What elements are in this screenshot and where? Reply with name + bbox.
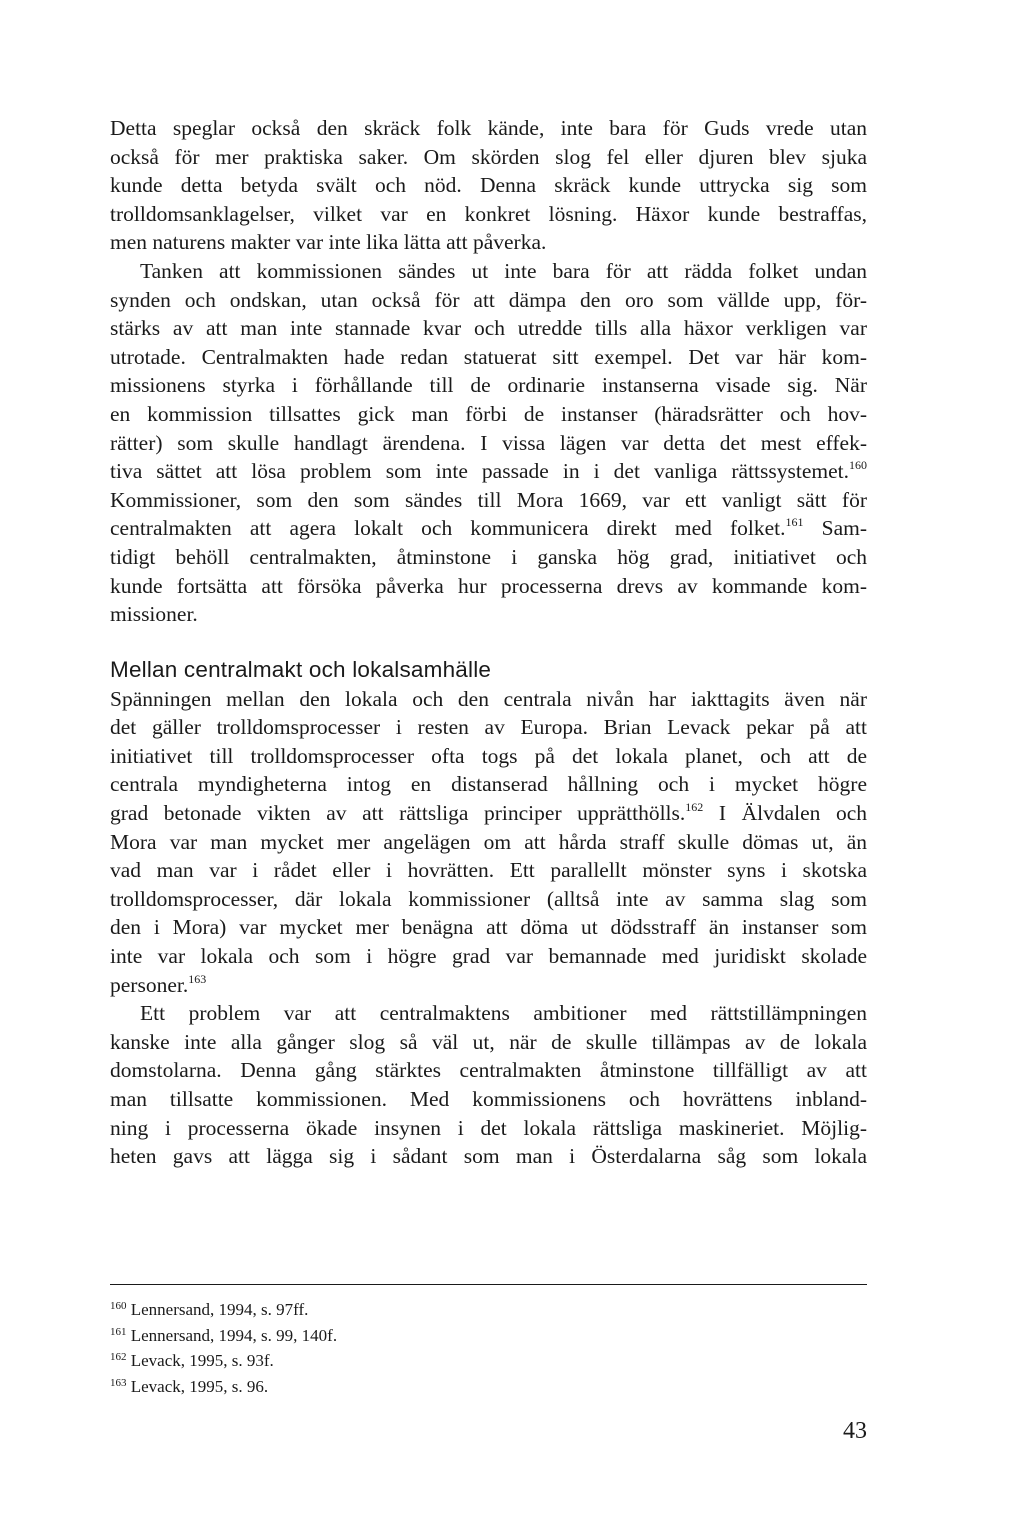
footnote-item [110, 1374, 337, 1400]
text-segment: personer. [110, 972, 189, 997]
text-line: utrotade. Centralmakten hade redan statuerat sitt exempel. Det var här kom- [110, 344, 867, 369]
text-line: vad man var i rådet eller i hovrätten. Ett parallellt mönster syns i skotska [110, 858, 867, 883]
page-body [110, 114, 867, 1171]
text-segment: grad betonade vikten av att rättsliga principer upprätthölls. [110, 801, 686, 826]
text-line: domstolarna. Denna gång stärktes centralmakten åtminstone tillfälligt av att [110, 1058, 867, 1083]
footnote-number: 163 [110, 1376, 127, 1389]
text-line: inte var lokala och som i högre grad var bemannade med juridiskt skolade [110, 944, 867, 969]
footnote-number: 160 [110, 1300, 127, 1312]
text-line: kunde fortsätta att försöka påverka hur processerna drevs av kommande kom- [110, 573, 867, 598]
text-line: Mora var man mycket mer angelägen om att hårda straff skulle dömas ut, än [110, 829, 867, 854]
footnote-item [110, 1323, 337, 1349]
paragraph-2 [110, 257, 867, 629]
footnote-text: Lennersand, 1994, s. 97ff. [130, 1300, 309, 1319]
paragraph-1 [110, 114, 867, 257]
text-line: Detta speglar också den skräck folk kände, inte bara för Guds vrede utan [110, 116, 867, 140]
text-segment: centralmakten att agera lokalt och kommunicera direkt med folket. [110, 516, 786, 541]
page-number: 43 [843, 1418, 867, 1444]
text-line: synden och ondskan, utan också för att dämpa den oro som vällde upp, för- [110, 287, 867, 312]
text-line: kanske inte alla gånger slog så väl ut, när de skulle tillämpas av de lokala [110, 1029, 867, 1054]
section-heading: Mellan centralmakt och lokalsamhälle [110, 656, 492, 682]
text-line: missioner. [110, 602, 198, 627]
text-line: centrala myndigheterna intog en distanserad hållning och i mycket högre [110, 772, 867, 797]
paragraph-3 [110, 685, 867, 1000]
text-line [110, 457, 867, 486]
paragraph-4 [110, 999, 867, 1171]
text-line: heten gavs att lägga sig i sådant som man i Österdalarna såg som lokala [110, 1144, 867, 1169]
text-line: Kommissioner, som den som sändes till Mora 1669, var ett vanligt sätt för [110, 487, 867, 512]
text-line: missionens styrka i förhållande till de ordinarie instanserna visade sig. När [110, 373, 867, 398]
text-line: kunde detta betyda svält och nöd. Denna skräck kunde uttrycka sig som [110, 173, 867, 198]
text-line: stärks av att man inte stannade kvar och utredde tills alla häxor verkligen var [110, 316, 867, 341]
text-line: rätter) som skulle handlagt ärendena. I vissa lägen var detta det mest effek- [110, 430, 867, 455]
text-line: den i Mora) var mycket mer benägna att döma ut dödsstraff än instanser som [110, 915, 867, 940]
footnote-text: Levack, 1995, s. 93f. [130, 1351, 274, 1370]
text-line: trolldomsprocesser, där lokala kommissioner (alltså inte av samma slag som [110, 886, 867, 911]
footnote-ref[interactable]: 161 [785, 515, 804, 530]
footnote-number: 162 [110, 1351, 127, 1363]
text-line: trolldomsanklagelser, vilket var en konkret lösning. Häxor kunde bestraffas, [110, 201, 867, 226]
text-line: en kommission tillsattes gick man förbi de instanser (häradsrätter och hov- [110, 401, 867, 426]
text-line: också för mer praktiska saker. Om skörden slog fel eller djuren blev sjuka [110, 144, 867, 169]
text-line: Tanken att kommissionen sändes ut inte bara för att rädda folket undan [140, 258, 867, 283]
text-line: man tillsatte kommissionen. Med kommissionens och hovrättens inbland- [110, 1087, 867, 1111]
footnote-ref[interactable]: 160 [849, 458, 867, 473]
footnote-item [110, 1348, 337, 1374]
text-line: initiativet till trolldomsprocesser ofta togs på det lokala planet, och att de [110, 743, 867, 768]
text-segment: Sam- [803, 516, 867, 541]
footnote-item [110, 1297, 337, 1323]
text-line [110, 799, 867, 828]
text-segment: tiva sättet att lösa problem som inte passade in i det vanliga rättssystemet. [110, 459, 849, 484]
footnote-text: Lennersand, 1994, s. 99, 140f. [130, 1325, 338, 1345]
footnote-divider [110, 1284, 867, 1285]
text-line [110, 514, 867, 543]
text-segment: I Älvdalen och [703, 801, 867, 826]
footnotes [110, 1297, 337, 1399]
footnote-ref[interactable]: 162 [685, 800, 704, 815]
text-line: Ett problem var att centralmaktens ambitioner med rättstillämpningen [140, 1001, 867, 1026]
text-line: ning i processerna ökade insynen i det lokala rättsliga maskineriet. Möjlig- [110, 1115, 867, 1140]
text-line [110, 971, 867, 1000]
text-line: det gäller trolldomsprocesser i resten av Europa. Brian Levack pekar på att [110, 715, 867, 740]
footnote-text: Levack, 1995, s. 96. [130, 1376, 269, 1396]
footnote-ref[interactable]: 163 [188, 971, 207, 986]
text-line: tidigt behöll centralmakten, åtminstone i ganska hög grad, initiativet och [110, 544, 867, 569]
text-line: men naturens makter var inte lika lätta att påverka. [110, 230, 547, 255]
footnote-number: 161 [110, 1325, 127, 1338]
text-line: Spänningen mellan den lokala och den centrala nivån har iakttagits även när [110, 686, 867, 711]
